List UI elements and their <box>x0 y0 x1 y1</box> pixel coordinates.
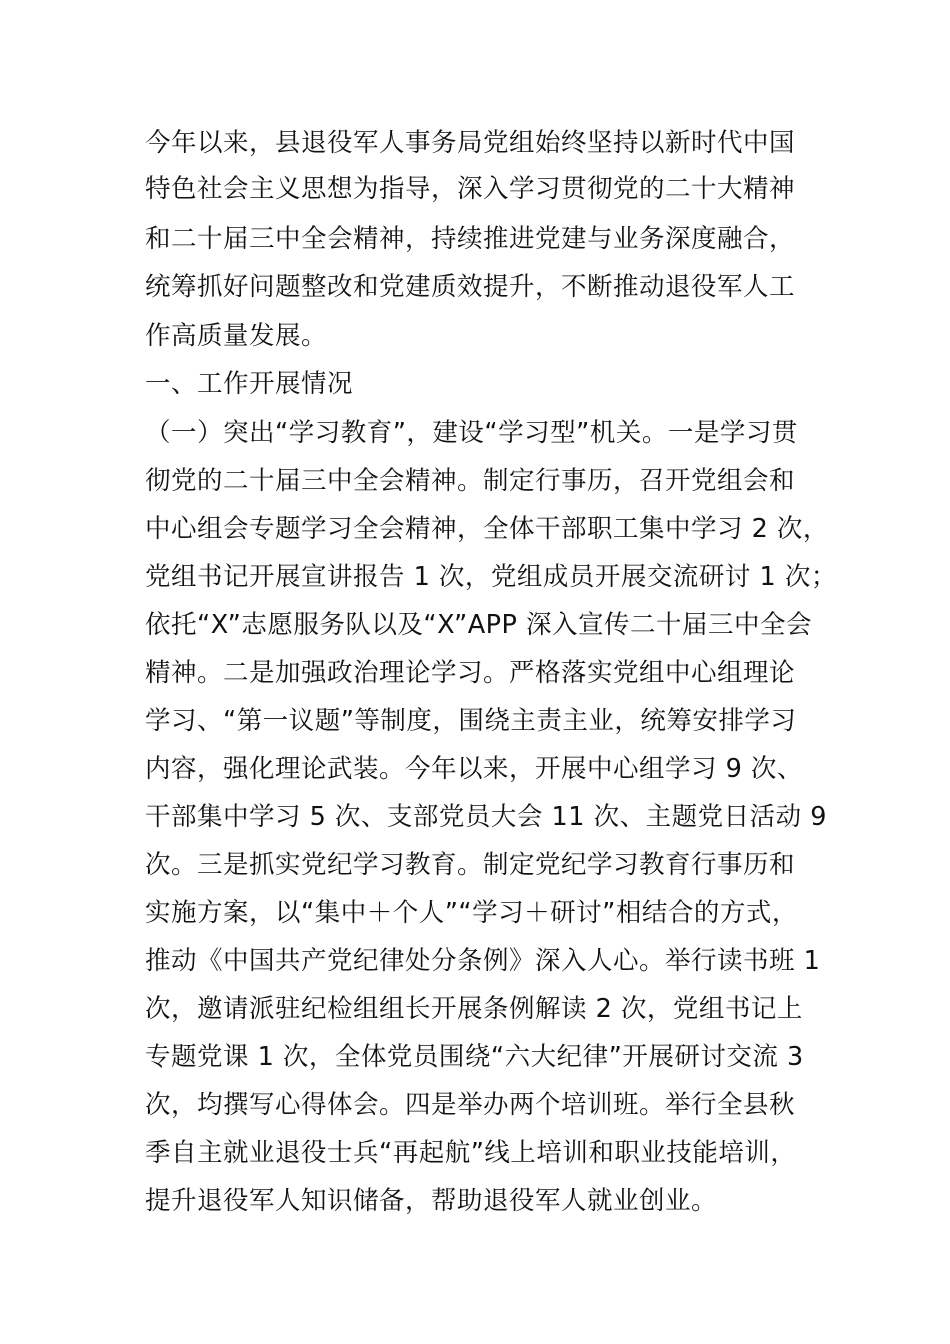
paragraph-line: 作高质量发展。 <box>145 321 328 351</box>
paragraph-line: 推动《中国共产党纪律处分条例》深入人心。举行读书班 1 <box>145 946 821 976</box>
paragraph-line: 精神。二是加强政治理论学习。严格落实党组中心组理论 <box>145 658 796 688</box>
paragraph-line: 依托“X”志愿服务队以及“X”APP 深入宣传二十届三中全会 <box>145 610 813 640</box>
paragraph-line: 统筹抓好问题整改和党建质效提升，不断推动退役军人工 <box>145 272 796 302</box>
paragraph-line: 彻党的二十届三中全会精神。制定行事历，召开党组会和 <box>145 466 796 496</box>
paragraph-line: 季自主就业退役士兵“再起航”线上培训和职业技能培训， <box>145 1138 797 1168</box>
paragraph-line: 次，邀请派驻纪检组组长开展条例解读 2 次，党组书记上 <box>145 994 803 1024</box>
paragraph-line: （一）突出“学习教育”，建设“学习型”机关。一是学习贯 <box>145 418 798 448</box>
paragraph-line: 干部集中学习 5 次、支部党员大会 11 次、主题党日活动 9 <box>145 802 827 832</box>
paragraph-line: 今年以来，县退役军人事务局党组始终坚持以新时代中国 <box>145 128 796 158</box>
paragraph-line: 提升退役军人知识储备，帮助退役军人就业创业。 <box>145 1186 718 1216</box>
paragraph-line: 内容，强化理论武装。今年以来，开展中心组学习 9 次、 <box>145 754 803 784</box>
paragraph-line: 专题党课 1 次，全体党员围绕“六大纪律”开展研讨交流 3 <box>145 1042 804 1072</box>
paragraph-line: 特色社会主义思想为指导，深入学习贯彻党的二十大精神 <box>145 174 796 204</box>
paragraph-line: 党组书记开展宣讲报告 1 次，党组成员开展交流研讨 1 次； <box>145 562 837 592</box>
paragraph-line: 实施方案，以“集中＋个人”“学习＋研讨”相结合的方式， <box>145 898 798 928</box>
section-heading: 一、工作开展情况 <box>145 369 354 399</box>
paragraph-line: 次。三是抓实党纪学习教育。制定党纪学习教育行事历和 <box>145 850 796 880</box>
paragraph-line: 和二十届三中全会精神，持续推进党建与业务深度融合， <box>145 224 796 254</box>
paragraph-line: 学习、“第一议题”等制度，围绕主责主业，统筹安排学习 <box>145 706 797 736</box>
paragraph-line: 中心组会专题学习全会精神，全体干部职工集中学习 2 次， <box>145 514 829 544</box>
paragraph-line: 次，均撰写心得体会。四是举办两个培训班。举行全县秋 <box>145 1090 796 1120</box>
